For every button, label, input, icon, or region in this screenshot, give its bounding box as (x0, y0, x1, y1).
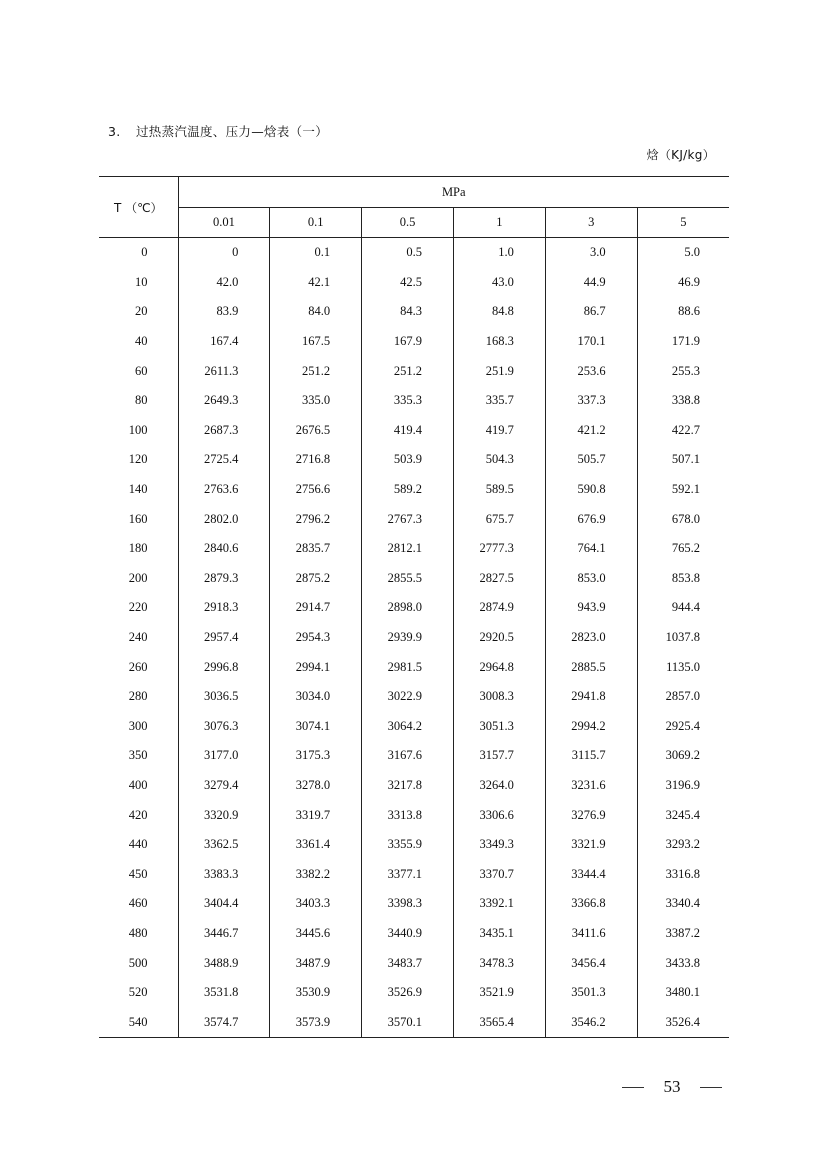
enthalpy-cell: 3433.8 (665, 955, 700, 970)
enthalpy-cell: 3321.9 (545, 830, 637, 860)
table-row (99, 238, 729, 268)
enthalpy-cell: 505.7 (545, 445, 637, 475)
enthalpy-cell: 2941.8 (545, 682, 637, 712)
temperature-cell: 240 (99, 623, 178, 653)
enthalpy-cell: 943.9 (545, 593, 637, 623)
enthalpy-cell: 3157.7 (453, 741, 545, 771)
enthalpy-cell: 3355.9 (362, 830, 454, 860)
enthalpy-cell: 2767.3 (362, 504, 454, 534)
enthalpy-cell: 3069.2 (665, 748, 700, 763)
enthalpy-cell: 3074.1 (270, 712, 362, 742)
temperature-cell: 140 (99, 475, 178, 505)
enthalpy-cell: 2763.6 (178, 475, 270, 505)
enthalpy-cell: 3115.7 (545, 741, 637, 771)
temperature-cell: 80 (99, 386, 178, 416)
enthalpy-cell: 2885.5 (545, 652, 637, 682)
enthalpy-cell: 2823.0 (545, 623, 637, 653)
section-title: 过热蒸汽温度、压力—焓表（一） (136, 124, 329, 139)
temperature-cell: 60 (99, 356, 178, 386)
enthalpy-cell: 3526.4 (637, 1007, 729, 1037)
table-row (99, 416, 729, 446)
enthalpy-cell: 167.9 (362, 327, 454, 357)
pressure-header-cell: 0.1 (270, 208, 362, 238)
temperature-cell: 520 (99, 978, 178, 1008)
table-row (99, 978, 729, 1008)
temperature-cell: 460 (99, 889, 178, 919)
enthalpy-cell: 944.4 (671, 600, 700, 615)
table-row (99, 327, 729, 357)
temperature-cell: 260 (99, 652, 178, 682)
enthalpy-cell: 42.1 (270, 268, 362, 298)
temperature-cell: 160 (99, 504, 178, 534)
enthalpy-cell: 2914.7 (270, 593, 362, 623)
enthalpy-cell: 3570.1 (362, 1007, 454, 1037)
unit-label: 焓（KJ/kg） (646, 148, 715, 162)
enthalpy-cell: 2981.5 (362, 652, 454, 682)
enthalpy-cell: 2687.3 (178, 416, 270, 446)
enthalpy-cell: 170.1 (545, 327, 637, 357)
enthalpy-cell: 3177.0 (178, 741, 270, 771)
enthalpy-cell: 3316.8 (665, 866, 700, 881)
enthalpy-cell: 171.9 (671, 334, 700, 349)
table-row (99, 268, 729, 298)
enthalpy-cell: 3051.3 (453, 712, 545, 742)
enthalpy-cell: 0.1 (270, 238, 362, 268)
enthalpy-cell: 3196.9 (665, 777, 700, 792)
enthalpy-cell: 421.2 (545, 416, 637, 446)
temperature-cell: 440 (99, 830, 178, 860)
temperature-cell: 280 (99, 682, 178, 712)
page-number: 53 (663, 1077, 681, 1096)
enthalpy-cell: 42.5 (362, 268, 454, 298)
enthalpy-cell: 2835.7 (270, 534, 362, 564)
table-header (99, 177, 729, 238)
enthalpy-cell: 3320.9 (178, 800, 270, 830)
enthalpy-cell: 2855.5 (362, 564, 454, 594)
enthalpy-cell: 765.2 (671, 541, 700, 556)
enthalpy-cell: 3411.6 (545, 919, 637, 949)
table-row (99, 741, 729, 771)
enthalpy-cell: 419.4 (362, 416, 454, 446)
enthalpy-cell: 2996.8 (178, 652, 270, 682)
table-row (99, 504, 729, 534)
enthalpy-cell: 84.0 (270, 297, 362, 327)
enthalpy-cell: 44.9 (545, 268, 637, 298)
table-body (99, 238, 729, 1038)
section-heading (108, 122, 328, 140)
enthalpy-cell: 83.9 (178, 297, 270, 327)
enthalpy-cell: 3217.8 (362, 771, 454, 801)
temperature-header: T （℃） (99, 177, 178, 238)
enthalpy-cell: 3382.2 (270, 859, 362, 889)
enthalpy-cell: 2874.9 (453, 593, 545, 623)
enthalpy-cell: 3445.6 (270, 919, 362, 949)
enthalpy-cell: 3306.6 (453, 800, 545, 830)
enthalpy-cell: 1135.0 (666, 659, 700, 674)
table-row (99, 889, 729, 919)
enthalpy-cell: 2994.1 (270, 652, 362, 682)
enthalpy-cell: 338.8 (671, 393, 700, 408)
enthalpy-cell: 3383.3 (178, 859, 270, 889)
enthalpy-cell: 2957.4 (178, 623, 270, 653)
enthalpy-cell: 337.3 (545, 386, 637, 416)
enthalpy-cell: 2802.0 (178, 504, 270, 534)
table-row (99, 623, 729, 653)
enthalpy-cell: 3008.3 (453, 682, 545, 712)
enthalpy-cell: 3483.7 (362, 948, 454, 978)
enthalpy-cell: 675.7 (453, 504, 545, 534)
footer-dash-left (622, 1087, 644, 1088)
enthalpy-cell: 3546.2 (545, 1007, 637, 1037)
temperature-cell: 300 (99, 712, 178, 742)
enthalpy-cell: 504.3 (453, 445, 545, 475)
enthalpy-cell: 2964.8 (453, 652, 545, 682)
enthalpy-cell: 251.9 (453, 356, 545, 386)
enthalpy-cell: 3361.4 (270, 830, 362, 860)
enthalpy-cell: 86.7 (545, 297, 637, 327)
enthalpy-cell: 3264.0 (453, 771, 545, 801)
temperature-cell: 200 (99, 564, 178, 594)
enthalpy-cell: 2920.5 (453, 623, 545, 653)
enthalpy-cell: 1.0 (453, 238, 545, 268)
enthalpy-cell: 3574.7 (178, 1007, 270, 1037)
table-row (99, 652, 729, 682)
table-row (99, 386, 729, 416)
enthalpy-cell: 422.7 (671, 422, 700, 437)
enthalpy-cell: 251.2 (362, 356, 454, 386)
temperature-cell: 400 (99, 771, 178, 801)
table-row (99, 475, 729, 505)
enthalpy-cell: 3245.4 (665, 807, 700, 822)
table-row (99, 919, 729, 949)
enthalpy-cell: 42.0 (178, 268, 270, 298)
temperature-cell: 20 (99, 297, 178, 327)
enthalpy-cell: 3344.4 (545, 859, 637, 889)
enthalpy-cell: 88.6 (678, 304, 700, 319)
table-row (99, 534, 729, 564)
enthalpy-cell: 2875.2 (270, 564, 362, 594)
enthalpy-cell: 2725.4 (178, 445, 270, 475)
pressure-header-cell: 0.5 (362, 208, 454, 238)
table-row (99, 1007, 729, 1037)
temperature-cell: 480 (99, 919, 178, 949)
enthalpy-cell: 3456.4 (545, 948, 637, 978)
enthalpy-cell: 1037.8 (665, 630, 700, 645)
enthalpy-cell: 3340.4 (665, 896, 700, 911)
table-row (99, 948, 729, 978)
pressure-header-cell: 3 (545, 208, 637, 238)
enthalpy-cell: 678.0 (671, 511, 700, 526)
footer-dash-right (700, 1087, 722, 1088)
enthalpy-cell: 589.5 (453, 475, 545, 505)
enthalpy-cell: 43.0 (453, 268, 545, 298)
enthalpy-cell: 3231.6 (545, 771, 637, 801)
enthalpy-cell: 2756.6 (270, 475, 362, 505)
pressure-header-row (99, 208, 729, 238)
enthalpy-cell: 2611.3 (178, 356, 270, 386)
enthalpy-cell: 3398.3 (362, 889, 454, 919)
enthalpy-cell: 3293.2 (665, 837, 700, 852)
enthalpy-cell: 853.0 (545, 564, 637, 594)
enthalpy-cell: 3565.4 (453, 1007, 545, 1037)
table-row (99, 356, 729, 386)
table-row (99, 445, 729, 475)
enthalpy-cell: 3530.9 (270, 978, 362, 1008)
enthalpy-cell: 3279.4 (178, 771, 270, 801)
page-footer (622, 1077, 722, 1097)
table-row (99, 771, 729, 801)
enthalpy-cell: 3313.8 (362, 800, 454, 830)
enthalpy-cell: 2879.3 (178, 564, 270, 594)
temperature-cell: 450 (99, 859, 178, 889)
temperature-cell: 0 (99, 238, 178, 268)
temperature-cell: 220 (99, 593, 178, 623)
enthalpy-cell: 3387.2 (665, 925, 700, 940)
enthalpy-cell: 2812.1 (362, 534, 454, 564)
enthalpy-cell: 676.9 (545, 504, 637, 534)
pressure-header-cell: 0.01 (178, 208, 270, 238)
enthalpy-cell: 2840.6 (178, 534, 270, 564)
enthalpy-cell: 3276.9 (545, 800, 637, 830)
table-row (99, 682, 729, 712)
enthalpy-cell: 84.3 (362, 297, 454, 327)
enthalpy-cell: 3370.7 (453, 859, 545, 889)
enthalpy-cell: 2857.0 (665, 689, 700, 704)
enthalpy-cell: 2796.2 (270, 504, 362, 534)
enthalpy-cell: 253.6 (545, 356, 637, 386)
enthalpy-cell: 3175.3 (270, 741, 362, 771)
enthalpy-cell: 167.5 (270, 327, 362, 357)
enthalpy-cell: 335.3 (362, 386, 454, 416)
enthalpy-cell: 3064.2 (362, 712, 454, 742)
table-row (99, 830, 729, 860)
enthalpy-cell: 3440.9 (362, 919, 454, 949)
enthalpy-cell: 46.9 (678, 274, 700, 289)
enthalpy-cell: 3349.3 (453, 830, 545, 860)
enthalpy-cell: 2939.9 (362, 623, 454, 653)
enthalpy-cell: 0.5 (362, 238, 454, 268)
enthalpy-cell: 84.8 (453, 297, 545, 327)
enthalpy-cell: 503.9 (362, 445, 454, 475)
enthalpy-cell: 2954.3 (270, 623, 362, 653)
temperature-cell: 540 (99, 1007, 178, 1037)
section-number: 3. (108, 124, 121, 139)
enthalpy-cell: 3435.1 (453, 919, 545, 949)
enthalpy-cell: 3446.7 (178, 919, 270, 949)
enthalpy-cell: 3521.9 (453, 978, 545, 1008)
enthalpy-cell: 2827.5 (453, 564, 545, 594)
enthalpy-cell: 3392.1 (453, 889, 545, 919)
enthalpy-cell: 0 (178, 238, 270, 268)
enthalpy-cell: 2777.3 (453, 534, 545, 564)
pressure-group-header: MPa (178, 177, 729, 208)
enthalpy-cell: 3478.3 (453, 948, 545, 978)
enthalpy-cell: 335.0 (270, 386, 362, 416)
enthalpy-cell: 853.8 (671, 570, 700, 585)
enthalpy-cell: 3319.7 (270, 800, 362, 830)
table-row (99, 564, 729, 594)
enthalpy-cell: 3022.9 (362, 682, 454, 712)
enthalpy-cell: 507.1 (671, 452, 700, 467)
enthalpy-cell: 2918.3 (178, 593, 270, 623)
enthalpy-cell: 3366.8 (545, 889, 637, 919)
enthalpy-cell: 2925.4 (665, 718, 700, 733)
enthalpy-cell: 168.3 (453, 327, 545, 357)
enthalpy-cell: 167.4 (178, 327, 270, 357)
enthalpy-cell: 2649.3 (178, 386, 270, 416)
enthalpy-cell: 3362.5 (178, 830, 270, 860)
enthalpy-table (99, 176, 729, 1038)
enthalpy-cell: 3531.8 (178, 978, 270, 1008)
temperature-cell: 350 (99, 741, 178, 771)
enthalpy-cell: 3076.3 (178, 712, 270, 742)
enthalpy-cell: 3036.5 (178, 682, 270, 712)
enthalpy-cell: 589.2 (362, 475, 454, 505)
table-row (99, 297, 729, 327)
temperature-cell: 120 (99, 445, 178, 475)
enthalpy-cell: 2898.0 (362, 593, 454, 623)
pressure-header-cell: 5 (637, 208, 729, 238)
pressure-header-cell: 1 (453, 208, 545, 238)
enthalpy-cell: 592.1 (671, 482, 700, 497)
enthalpy-cell: 590.8 (545, 475, 637, 505)
table-row (99, 593, 729, 623)
enthalpy-cell: 3167.6 (362, 741, 454, 771)
enthalpy-cell: 3480.1 (665, 985, 700, 1000)
enthalpy-cell: 3034.0 (270, 682, 362, 712)
enthalpy-cell: 3487.9 (270, 948, 362, 978)
enthalpy-cell: 3573.9 (270, 1007, 362, 1037)
enthalpy-cell: 3403.3 (270, 889, 362, 919)
temperature-cell: 500 (99, 948, 178, 978)
enthalpy-cell: 3377.1 (362, 859, 454, 889)
enthalpy-cell: 3.0 (545, 238, 637, 268)
enthalpy-cell: 3501.3 (545, 978, 637, 1008)
enthalpy-cell: 3278.0 (270, 771, 362, 801)
temperature-cell: 100 (99, 416, 178, 446)
enthalpy-cell: 2716.8 (270, 445, 362, 475)
temperature-cell: 10 (99, 268, 178, 298)
temperature-cell: 420 (99, 800, 178, 830)
enthalpy-cell: 335.7 (453, 386, 545, 416)
enthalpy-cell: 5.0 (684, 245, 700, 260)
table-row (99, 712, 729, 742)
table-row (99, 800, 729, 830)
enthalpy-cell: 251.2 (270, 356, 362, 386)
enthalpy-cell: 419.7 (453, 416, 545, 446)
enthalpy-cell: 2994.2 (545, 712, 637, 742)
enthalpy-cell: 3404.4 (178, 889, 270, 919)
enthalpy-cell: 255.3 (671, 363, 700, 378)
enthalpy-cell: 764.1 (545, 534, 637, 564)
table-row (99, 859, 729, 889)
enthalpy-cell: 3488.9 (178, 948, 270, 978)
enthalpy-cell: 2676.5 (270, 416, 362, 446)
temperature-cell: 180 (99, 534, 178, 564)
temperature-cell: 40 (99, 327, 178, 357)
enthalpy-cell: 3526.9 (362, 978, 454, 1008)
